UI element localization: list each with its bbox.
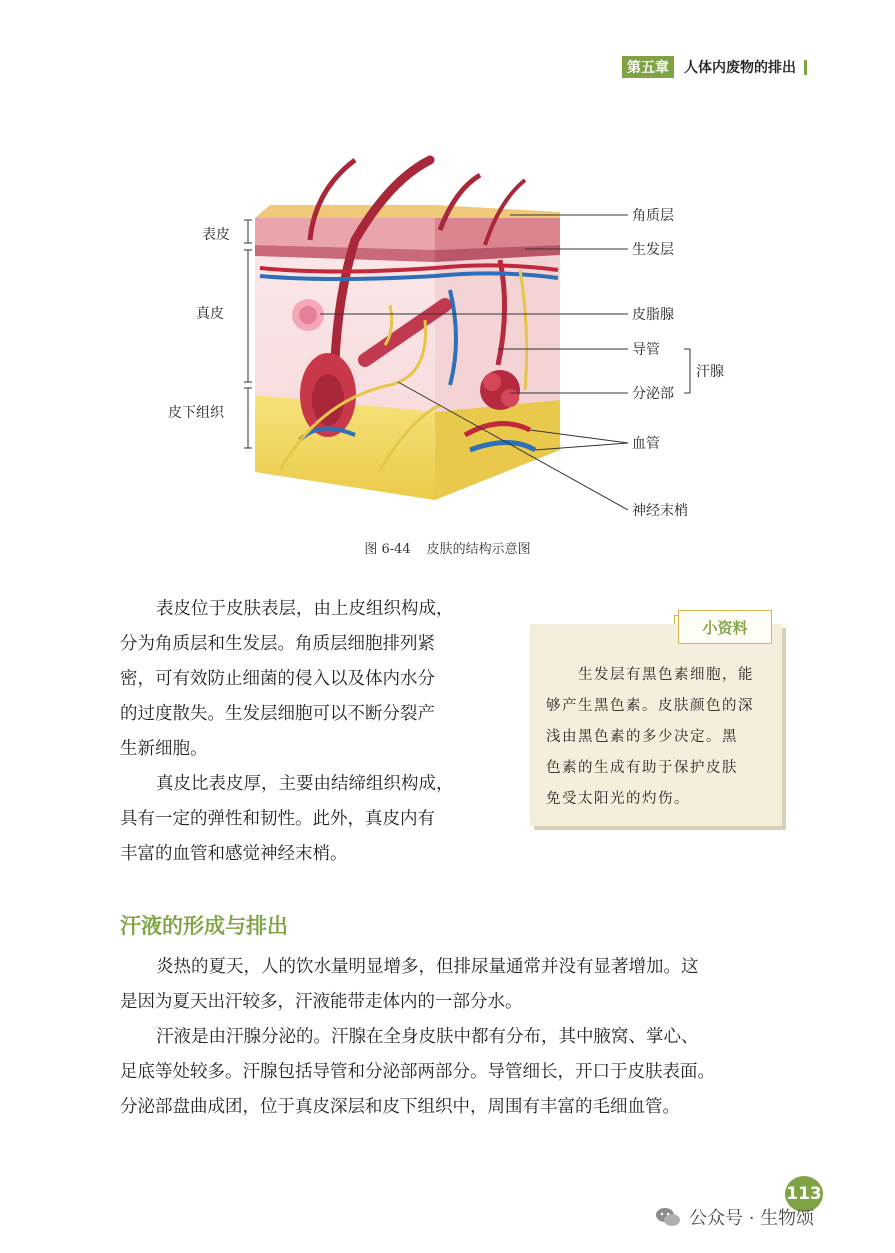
info-line: 生发层有黑色素细胞，能: [578, 667, 754, 683]
label-stratum-corneum: 角质层: [632, 208, 674, 224]
label-secretory-part: 分泌部: [632, 386, 674, 402]
label-sweat-gland: 汗腺: [696, 364, 724, 380]
label-blood-vessel: 血管: [632, 436, 660, 452]
paragraph-epidermis: [120, 592, 454, 767]
text-line: 丰富的血管和感觉神经末梢。: [120, 844, 348, 864]
caption-text: 皮肤的结构示意图: [426, 542, 531, 557]
skin-structure-figure: [168, 150, 740, 530]
paragraph-summer: [120, 950, 699, 1020]
label-sebaceous-gland: 皮脂腺: [632, 307, 674, 323]
info-line: 免受太阳光的灼伤。: [546, 791, 690, 807]
info-line: 够产生黑色素。皮肤颜色的深: [546, 698, 754, 714]
text-line: 的过度散失。生发层细胞可以不断分裂产: [120, 704, 435, 724]
text-line: 分为角质层和生发层。角质层细胞排列紧: [120, 634, 435, 654]
info-box: [530, 618, 782, 826]
text-line: 足底等处较多。汗腺包括导管和分泌部两部分。导管细长，开口于皮肤表面。: [120, 1062, 715, 1082]
info-line: 浅由黑色素的多少决定。黑: [546, 729, 738, 745]
text-line: 表皮位于皮肤表层，由上皮组织构成，: [156, 599, 454, 619]
chapter-number: 第五章: [622, 56, 674, 78]
text-line: 分泌部盘曲成团，位于真皮深层和皮下组织中，周围有丰富的毛细血管。: [120, 1097, 680, 1117]
label-subcutaneous: 皮下组织: [168, 405, 224, 421]
paragraph-dermis: [120, 767, 454, 872]
label-nerve-ending: 神经末梢: [632, 503, 688, 519]
watermark-text: 公众号 · 生物颂: [689, 1208, 815, 1229]
text-line: 具有一定的弹性和韧性。此外，真皮内有: [120, 809, 435, 829]
info-box-body: [546, 660, 774, 815]
label-duct: 导管: [632, 342, 660, 358]
text-line: 汗液是由汗腺分泌的。汗腺在全身皮肤中都有分布，其中腋窝、掌心、: [156, 1027, 699, 1047]
page-number: 113: [785, 1176, 823, 1212]
label-dermis: 真皮: [196, 306, 224, 322]
info-line: 色素的生成有助于保护皮肤: [546, 760, 738, 776]
label-epidermis: 表皮: [202, 227, 230, 243]
text-line: 炎热的夏天，人的饮水量明显增多，但排尿量通常并没有显著增加。这: [156, 957, 699, 977]
wechat-icon: [655, 1207, 681, 1227]
watermark: [655, 1204, 814, 1230]
label-stratum-germinativum: 生发层: [632, 242, 674, 258]
paragraph-sweat-gland: [120, 1020, 715, 1125]
chapter-header: [622, 56, 807, 78]
section-title: 汗液的形成与排出: [120, 914, 288, 938]
caption-number: 图 6-44: [364, 542, 411, 557]
text-line: 是因为夏天出汗较多，汗液能带走体内的一部分水。: [120, 992, 523, 1012]
text-line: 生新细胞。: [120, 739, 208, 759]
header-accent-bar: [804, 60, 807, 75]
text-line: 密，可有效防止细菌的侵入以及体内水分: [120, 669, 435, 689]
info-box-tag: 小资料: [678, 610, 772, 644]
text-line: 真皮比表皮厚，主要由结缔组织构成，: [156, 774, 454, 794]
figure-caption: [0, 538, 895, 557]
chapter-title: 人体内废物的排出: [684, 60, 796, 76]
